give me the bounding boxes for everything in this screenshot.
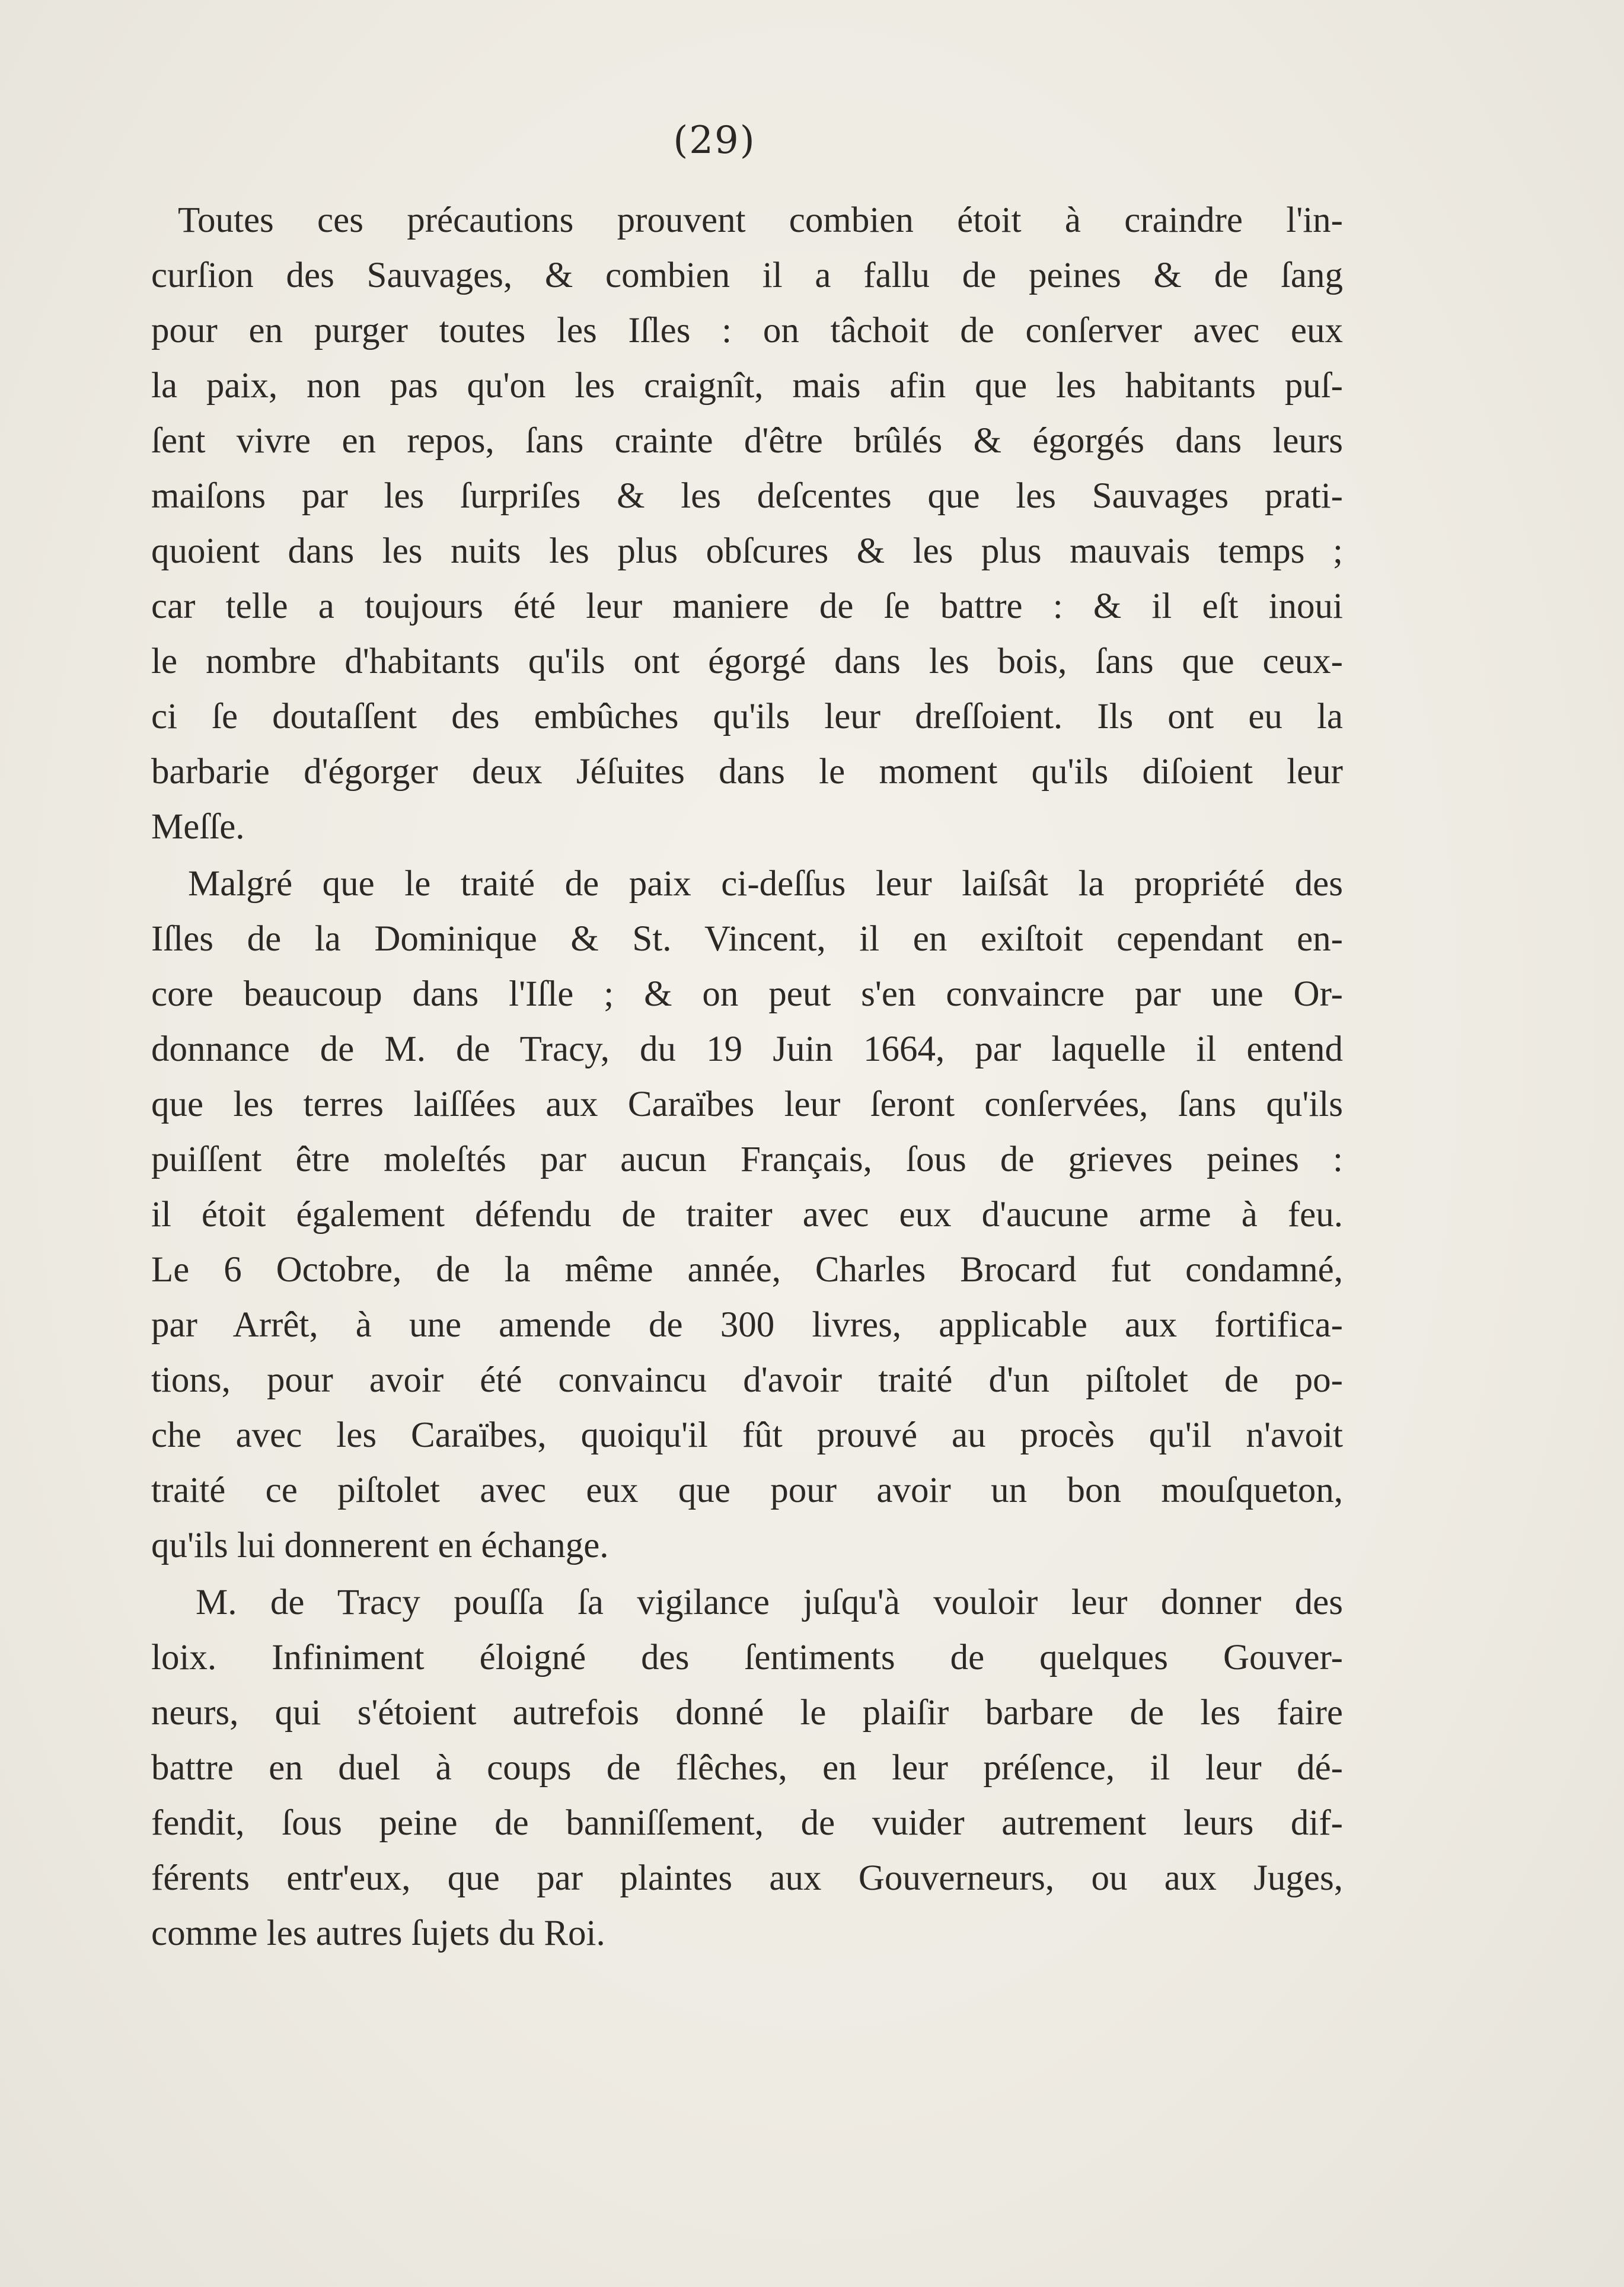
paragraph-1 [151, 193, 1343, 854]
text-line: férents entr'eux, que par plaintes aux Gouverneurs, ou aux Juges, [151, 1858, 1343, 1898]
text-line: curſion des Sauvages, & combien il a fallu de peines & de ſang [151, 256, 1343, 295]
text-line: comme les autres ſujets du Roi. [151, 1913, 605, 1953]
text-line: core beaucoup dans l'Iſle ; & on peut s'en convaincre par une Or- [151, 974, 1343, 1014]
text-line: ſent vivre en repos, ſans crainte d'être brûlés & égorgés dans leurs [151, 421, 1343, 461]
text-line: il étoit également défendu de traiter avec eux d'aucune arme à feu. [151, 1195, 1343, 1235]
text-line: M. de Tracy pouſſa ſa vigilance juſqu'à vouloir leur donner des [196, 1583, 1343, 1622]
text-line: barbarie d'égorger deux Jéſuites dans le moment qu'ils diſoient leur [151, 752, 1343, 792]
paragraph-3 [151, 1575, 1343, 1961]
text-line: neurs, qui s'étoient autrefois donné le plaiſir barbare de les faire [151, 1693, 1343, 1733]
text-line: che avec les Caraïbes, quoiqu'il fût prouvé au procès qu'il n'avoit [151, 1415, 1343, 1455]
text-line: car telle a toujours été leur maniere de ſe battre : & il eſt inoui [151, 586, 1343, 626]
text-line: maiſons par les ſurpriſes & les deſcentes que les Sauvages prati- [151, 476, 1343, 516]
text-line: la paix, non pas qu'on les craignît, mais afin que les habitants puſ- [151, 366, 1343, 406]
text-line: le nombre d'habitants qu'ils ont égorgé dans les bois, ſans que ceux- [151, 642, 1343, 681]
text-line: Le 6 Octobre, de la même année, Charles Brocard fut condamné, [151, 1250, 1343, 1290]
text-line: Meſſe. [151, 807, 245, 847]
text-line: loix. Infiniment éloigné des ſentiments de quelques Gouver- [151, 1638, 1343, 1677]
text-line: Toutes ces précautions prouvent combien étoit à craindre l'in- [178, 200, 1343, 240]
text-line: qu'ils lui donnerent en échange. [151, 1526, 609, 1565]
paragraph-2 [151, 856, 1343, 1573]
text-line: puiſſent être moleſtés par aucun Français, ſous de grieves peines : [151, 1140, 1343, 1179]
body-text [151, 193, 1343, 1961]
text-line: que les terres laiſſées aux Caraïbes leur ſeront conſervées, ſans qu'ils [151, 1085, 1343, 1124]
text-line: Iſles de la Dominique & St. Vincent, il en exiſtoit cependant en- [151, 919, 1343, 959]
text-line: fendit, ſous peine de banniſſement, de vuider autrement leurs dif- [151, 1803, 1343, 1843]
text-line: traité ce piſtolet avec eux que pour avoir un bon mouſqueton, [151, 1471, 1343, 1510]
text-line: donnance de M. de Tracy, du 19 Juin 1664, par laquelle il entend [151, 1029, 1343, 1069]
text-line: par Arrêt, à une amende de 300 livres, applicable aux fortifica- [151, 1305, 1343, 1345]
text-line: battre en duel à coups de flêches, en leur préſence, il leur dé- [151, 1748, 1343, 1788]
text-line: Malgré que le traité de paix ci-deſſus leur laiſsât la propriété des [188, 864, 1343, 904]
text-line: ci ſe doutaſſent des embûches qu'ils leur dreſſoient. Ils ont eu la [151, 697, 1343, 736]
text-line: pour en purger toutes les Iſles : on tâchoit de conſerver avec eux [151, 311, 1343, 350]
text-line: tions, pour avoir été convaincu d'avoir traité d'un piſtolet de po- [151, 1360, 1343, 1400]
page-number: (29) [673, 119, 756, 162]
text-line: quoient dans les nuits les plus obſcures & les plus mauvais temps ; [151, 531, 1343, 571]
